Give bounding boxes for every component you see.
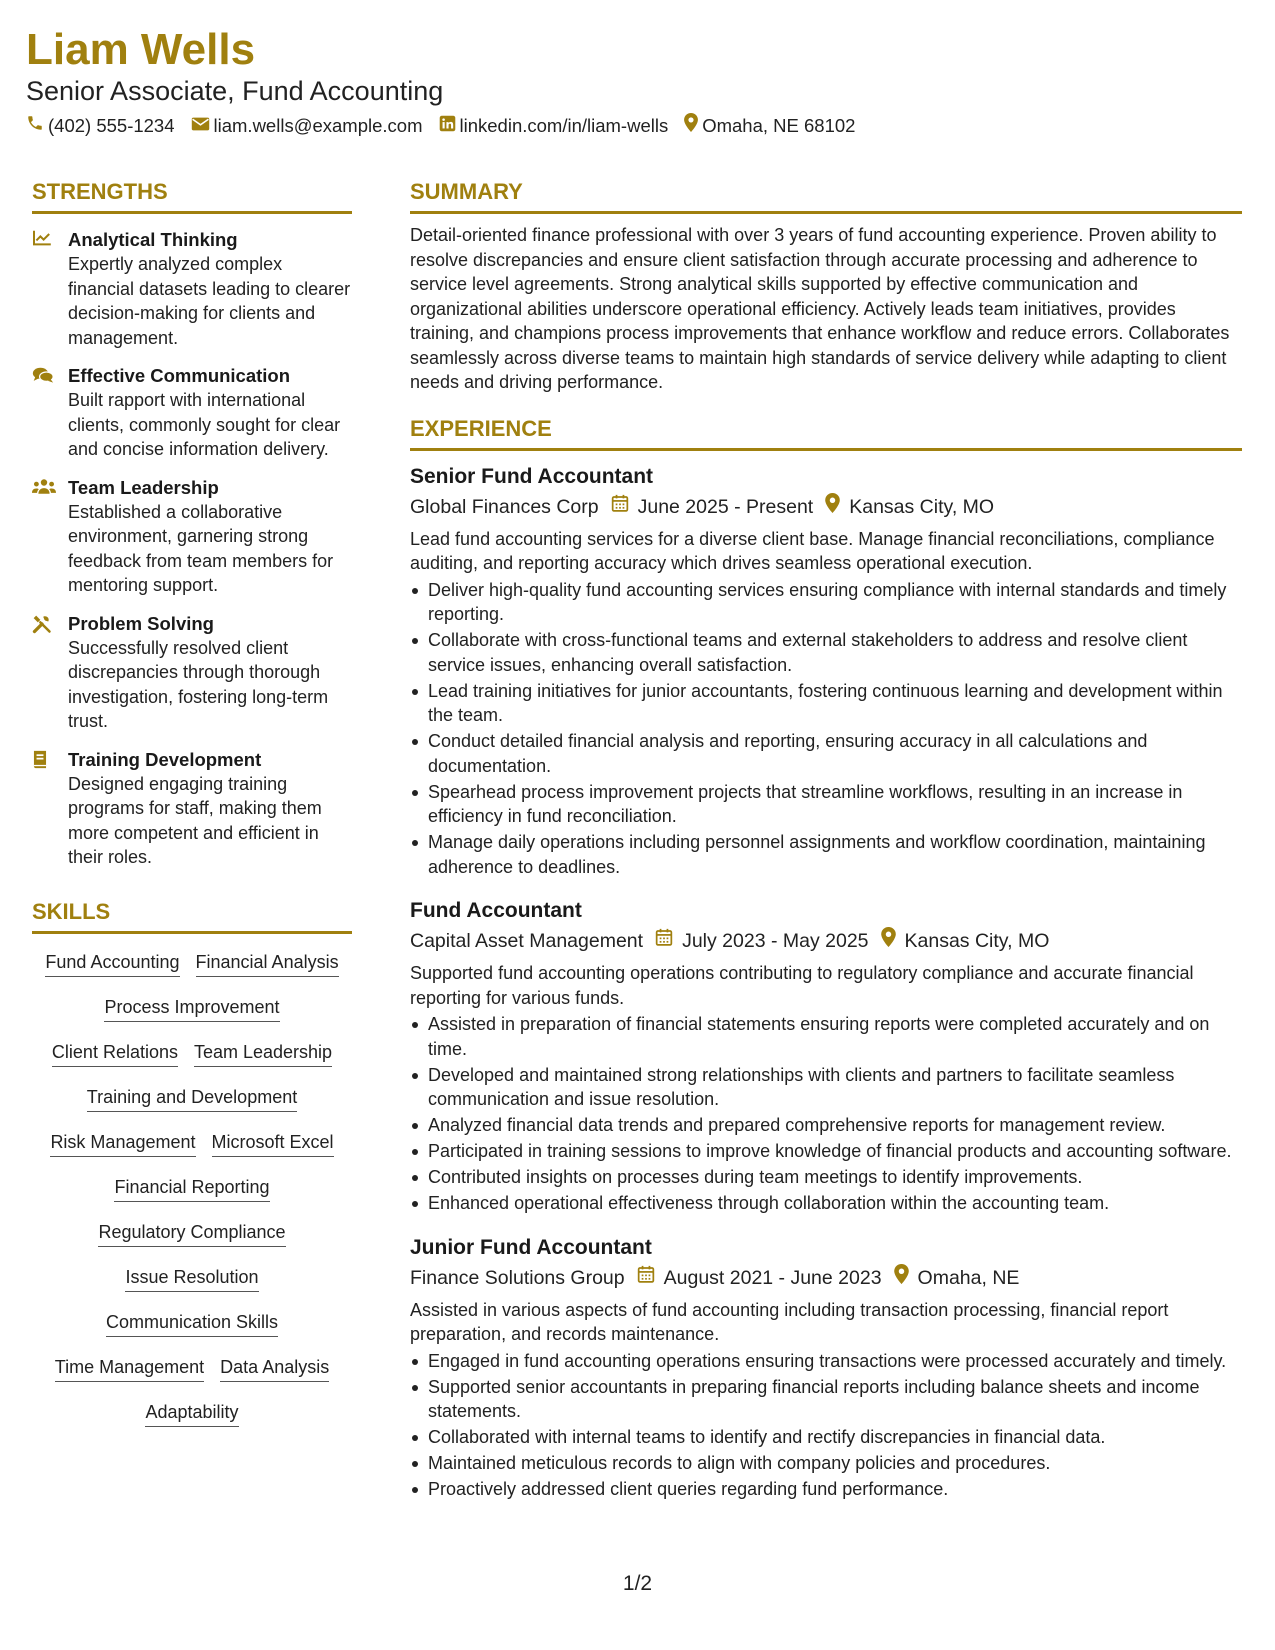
calendar-icon	[611, 493, 638, 521]
job-bullet: Conduct detailed financial analysis and reporting, ensuring accuracy in all calculations and documentation.	[410, 729, 1242, 778]
strength-desc: Successfully resolved client discrepancies through thorough investigation, fostering long-term trust.	[68, 637, 329, 731]
contact-email[interactable]	[191, 114, 423, 138]
job-dates: June 2025 - Present	[637, 495, 814, 518]
experience-heading: EXPERIENCE	[410, 415, 1242, 451]
job-meta	[410, 1264, 1242, 1292]
contact-bar	[26, 113, 871, 138]
job-title: Junior Fund Accountant	[410, 1235, 652, 1259]
job-bullet: Spearhead process improvement projects that streamline workflows, resulting in an increase in efficiency in fund reconciliation.	[410, 780, 1242, 829]
skill-row	[32, 1175, 352, 1202]
map-pin-icon	[825, 493, 849, 521]
strength-title: Effective Communication	[68, 365, 291, 386]
chat-bubbles-icon	[32, 364, 68, 462]
strength-item	[32, 748, 352, 870]
skill-tag: Fund Accounting	[45, 950, 179, 977]
job-location: Kansas City, MO	[849, 495, 995, 518]
job-dates-wrap	[637, 1264, 882, 1292]
phone-text: (402) 555-1234	[48, 114, 175, 136]
skills-list	[32, 950, 352, 1427]
strengths-list	[32, 228, 352, 870]
job-title: Fund Accountant	[410, 899, 582, 922]
job-location-wrap	[825, 493, 994, 521]
job-description: Supported fund accounting operations contributing to regulatory compliance and accurate financial reporting for various funds.	[410, 963, 1194, 1008]
skill-tag: Microsoft Excel	[212, 1130, 334, 1157]
skill-tag: Data Analysis	[220, 1355, 329, 1382]
job-description: Assisted in various aspects of fund accounting including transaction processing, financial report preparation, and records maintenance.	[410, 1299, 1169, 1344]
job-bullet: Contributed insights on processes during team meetings to identify improvements.	[410, 1165, 1242, 1190]
job-bullet: Enhanced operational effectiveness through collaboration within the accounting team.	[410, 1191, 1242, 1216]
strength-item	[32, 612, 352, 734]
calendar-icon	[637, 1264, 664, 1292]
strength-desc: Expertly analyzed complex financial datasets leading to clearer decision-making for clients and management.	[68, 254, 351, 348]
job-entry	[410, 463, 1242, 880]
linkedin-icon	[439, 114, 460, 138]
skill-row	[32, 1355, 352, 1382]
skill-row	[32, 1310, 352, 1337]
job-bullet: Developed and maintained strong relationships with clients and partners to facilitate seamless communication and issue resolution.	[410, 1063, 1242, 1112]
job-dates: July 2023 - May 2025	[682, 930, 869, 952]
linkedin-text[interactable]: linkedin.com/in/liam-wells	[459, 114, 669, 136]
strength-desc: Established a collaborative environment, garnering strong feedback from team members for mentoring support.	[68, 501, 334, 595]
candidate-name: Liam Wells	[26, 25, 256, 74]
skill-row	[32, 950, 352, 977]
skill-tag: Team Leadership	[194, 1040, 332, 1067]
skill-tag: Client Relations	[52, 1040, 178, 1067]
skill-tag: Training and Development	[87, 1085, 297, 1112]
job-bullet: Proactively addressed client queries regarding fund performance.	[410, 1477, 1242, 1502]
skill-row	[32, 1265, 352, 1292]
strengths-heading: STRENGTHS	[32, 178, 352, 214]
calendar-icon	[655, 927, 682, 955]
job-company: Global Finances Corp	[410, 495, 599, 518]
skill-tag: Financial Reporting	[114, 1175, 269, 1202]
job-meta	[410, 493, 1242, 521]
skill-tag: Risk Management	[50, 1130, 195, 1157]
skill-tag: Adaptability	[145, 1400, 238, 1427]
job-meta	[410, 927, 1242, 955]
skill-row	[32, 995, 352, 1022]
email-text[interactable]: liam.wells@example.com	[213, 114, 423, 136]
job-entry	[410, 897, 1242, 1216]
map-pin-icon	[881, 927, 905, 955]
job-location: Kansas City, MO	[904, 930, 1050, 952]
strength-item	[32, 228, 352, 350]
skill-tag: Communication Skills	[106, 1310, 278, 1337]
contact-linkedin[interactable]	[439, 114, 669, 138]
job-location-wrap	[881, 927, 1050, 955]
job-bullet: Collaborated with internal teams to identify and rectify discrepancies in financial data.	[410, 1425, 1242, 1450]
skills-heading: SKILLS	[32, 898, 352, 934]
strength-title: Training Development	[68, 748, 262, 770]
job-bullet: Maintained meticulous records to align with company policies and procedures.	[410, 1451, 1242, 1476]
location-text: Omaha, NE 68102	[702, 114, 856, 136]
map-pin-icon	[894, 1264, 918, 1292]
job-dates: August 2021 - June 2023	[663, 1266, 882, 1289]
skill-row	[32, 1085, 352, 1112]
job-description: Lead fund accounting services for a diverse client base. Manage financial reconciliations, compliance auditing, and reporting accuracy which drives seamless operational execution.	[410, 528, 1215, 573]
job-bullet: Participated in training sessions to improve knowledge of financial products and accounting software.	[410, 1139, 1242, 1164]
job-bullets	[410, 578, 1242, 880]
map-pin-icon	[684, 113, 702, 138]
summary-heading: SUMMARY	[410, 178, 1242, 214]
strength-item	[32, 476, 352, 598]
strength-title: Team Leadership	[68, 476, 219, 498]
book-icon	[32, 748, 68, 870]
job-title: Senior Fund Accountant	[410, 464, 654, 488]
strength-item	[32, 364, 352, 462]
right-column	[410, 178, 1242, 1503]
skills-section	[32, 898, 352, 1427]
strength-desc: Built rapport with international clients, commonly sought for clear and concise information delivery.	[68, 390, 341, 459]
contact-location	[684, 113, 855, 138]
skill-tag: Process Improvement	[104, 995, 279, 1022]
candidate-role: Senior Associate, Fund Accounting	[26, 76, 444, 106]
job-company: Finance Solutions Group	[410, 1266, 625, 1289]
job-company: Capital Asset Management	[410, 930, 644, 952]
job-location-wrap	[894, 1264, 1020, 1292]
envelope-icon	[191, 114, 214, 138]
chart-line-icon	[32, 228, 68, 350]
job-bullet: Deliver high-quality fund accounting services ensuring compliance with internal standards and timely reporting.	[410, 578, 1242, 627]
skill-tag: Issue Resolution	[125, 1265, 258, 1292]
skill-tag: Financial Analysis	[196, 950, 339, 977]
tools-icon	[32, 612, 68, 734]
skill-row	[32, 1400, 352, 1427]
job-location: Omaha, NE	[917, 1266, 1020, 1289]
job-entry	[410, 1234, 1242, 1502]
users-icon	[32, 476, 68, 598]
phone-icon	[26, 114, 48, 138]
job-bullet: Supported senior accountants in preparing financial reports including balance sheets and income statements.	[410, 1375, 1242, 1424]
skill-row	[32, 1130, 352, 1157]
contact-phone	[26, 114, 175, 138]
job-bullets	[410, 1349, 1242, 1502]
skill-row	[32, 1220, 352, 1247]
skill-tag: Time Management	[55, 1355, 204, 1382]
experience-section	[410, 415, 1242, 1502]
job-dates-wrap	[611, 493, 814, 521]
job-bullet: Assisted in preparation of financial statements ensuring reports were completed accurately and on time.	[410, 1012, 1242, 1061]
job-bullet: Engaged in fund accounting operations ensuring transactions were processed accurately and timely.	[410, 1349, 1242, 1374]
skill-row	[32, 1040, 352, 1067]
page-number: 1/2	[622, 1572, 653, 1595]
summary-text: Detail-oriented finance professional with over 3 years of fund accounting experience. Proven ability to resolve discrepancies and ensure client satisfaction through accurate processing and adherence to service level agreements. Strong analytical skills supported by effective communication and organizational abilities underscore operational efficiency. Actively leads team initiatives, provides training, and champions process improvements that enhance workflow and reduce errors. Collaborates seamlessly across diverse teams to maintain high standards of service delivery while adapting to client needs and driving performance.	[410, 225, 1230, 392]
strength-title: Problem Solving	[68, 612, 214, 634]
job-dates-wrap	[655, 927, 868, 955]
strength-title: Analytical Thinking	[68, 229, 238, 250]
job-bullet: Lead training initiatives for junior accountants, fostering continuous learning and development within the team.	[410, 679, 1242, 728]
job-bullets	[410, 1012, 1242, 1216]
job-bullet: Manage daily operations including personnel assignments and workflow coordination, maintaining adherence to deadlines.	[410, 830, 1242, 879]
job-bullet: Analyzed financial data trends and prepared comprehensive reports for management review.	[410, 1113, 1242, 1138]
job-bullet: Collaborate with cross-functional teams and external stakeholders to address and resolve client service issues, enhancing overall satisfaction.	[410, 628, 1242, 677]
strength-desc: Designed engaging training programs for staff, making them more competent and efficient in their roles.	[68, 773, 322, 867]
left-column	[32, 178, 352, 1427]
skill-tag: Regulatory Compliance	[98, 1220, 285, 1247]
